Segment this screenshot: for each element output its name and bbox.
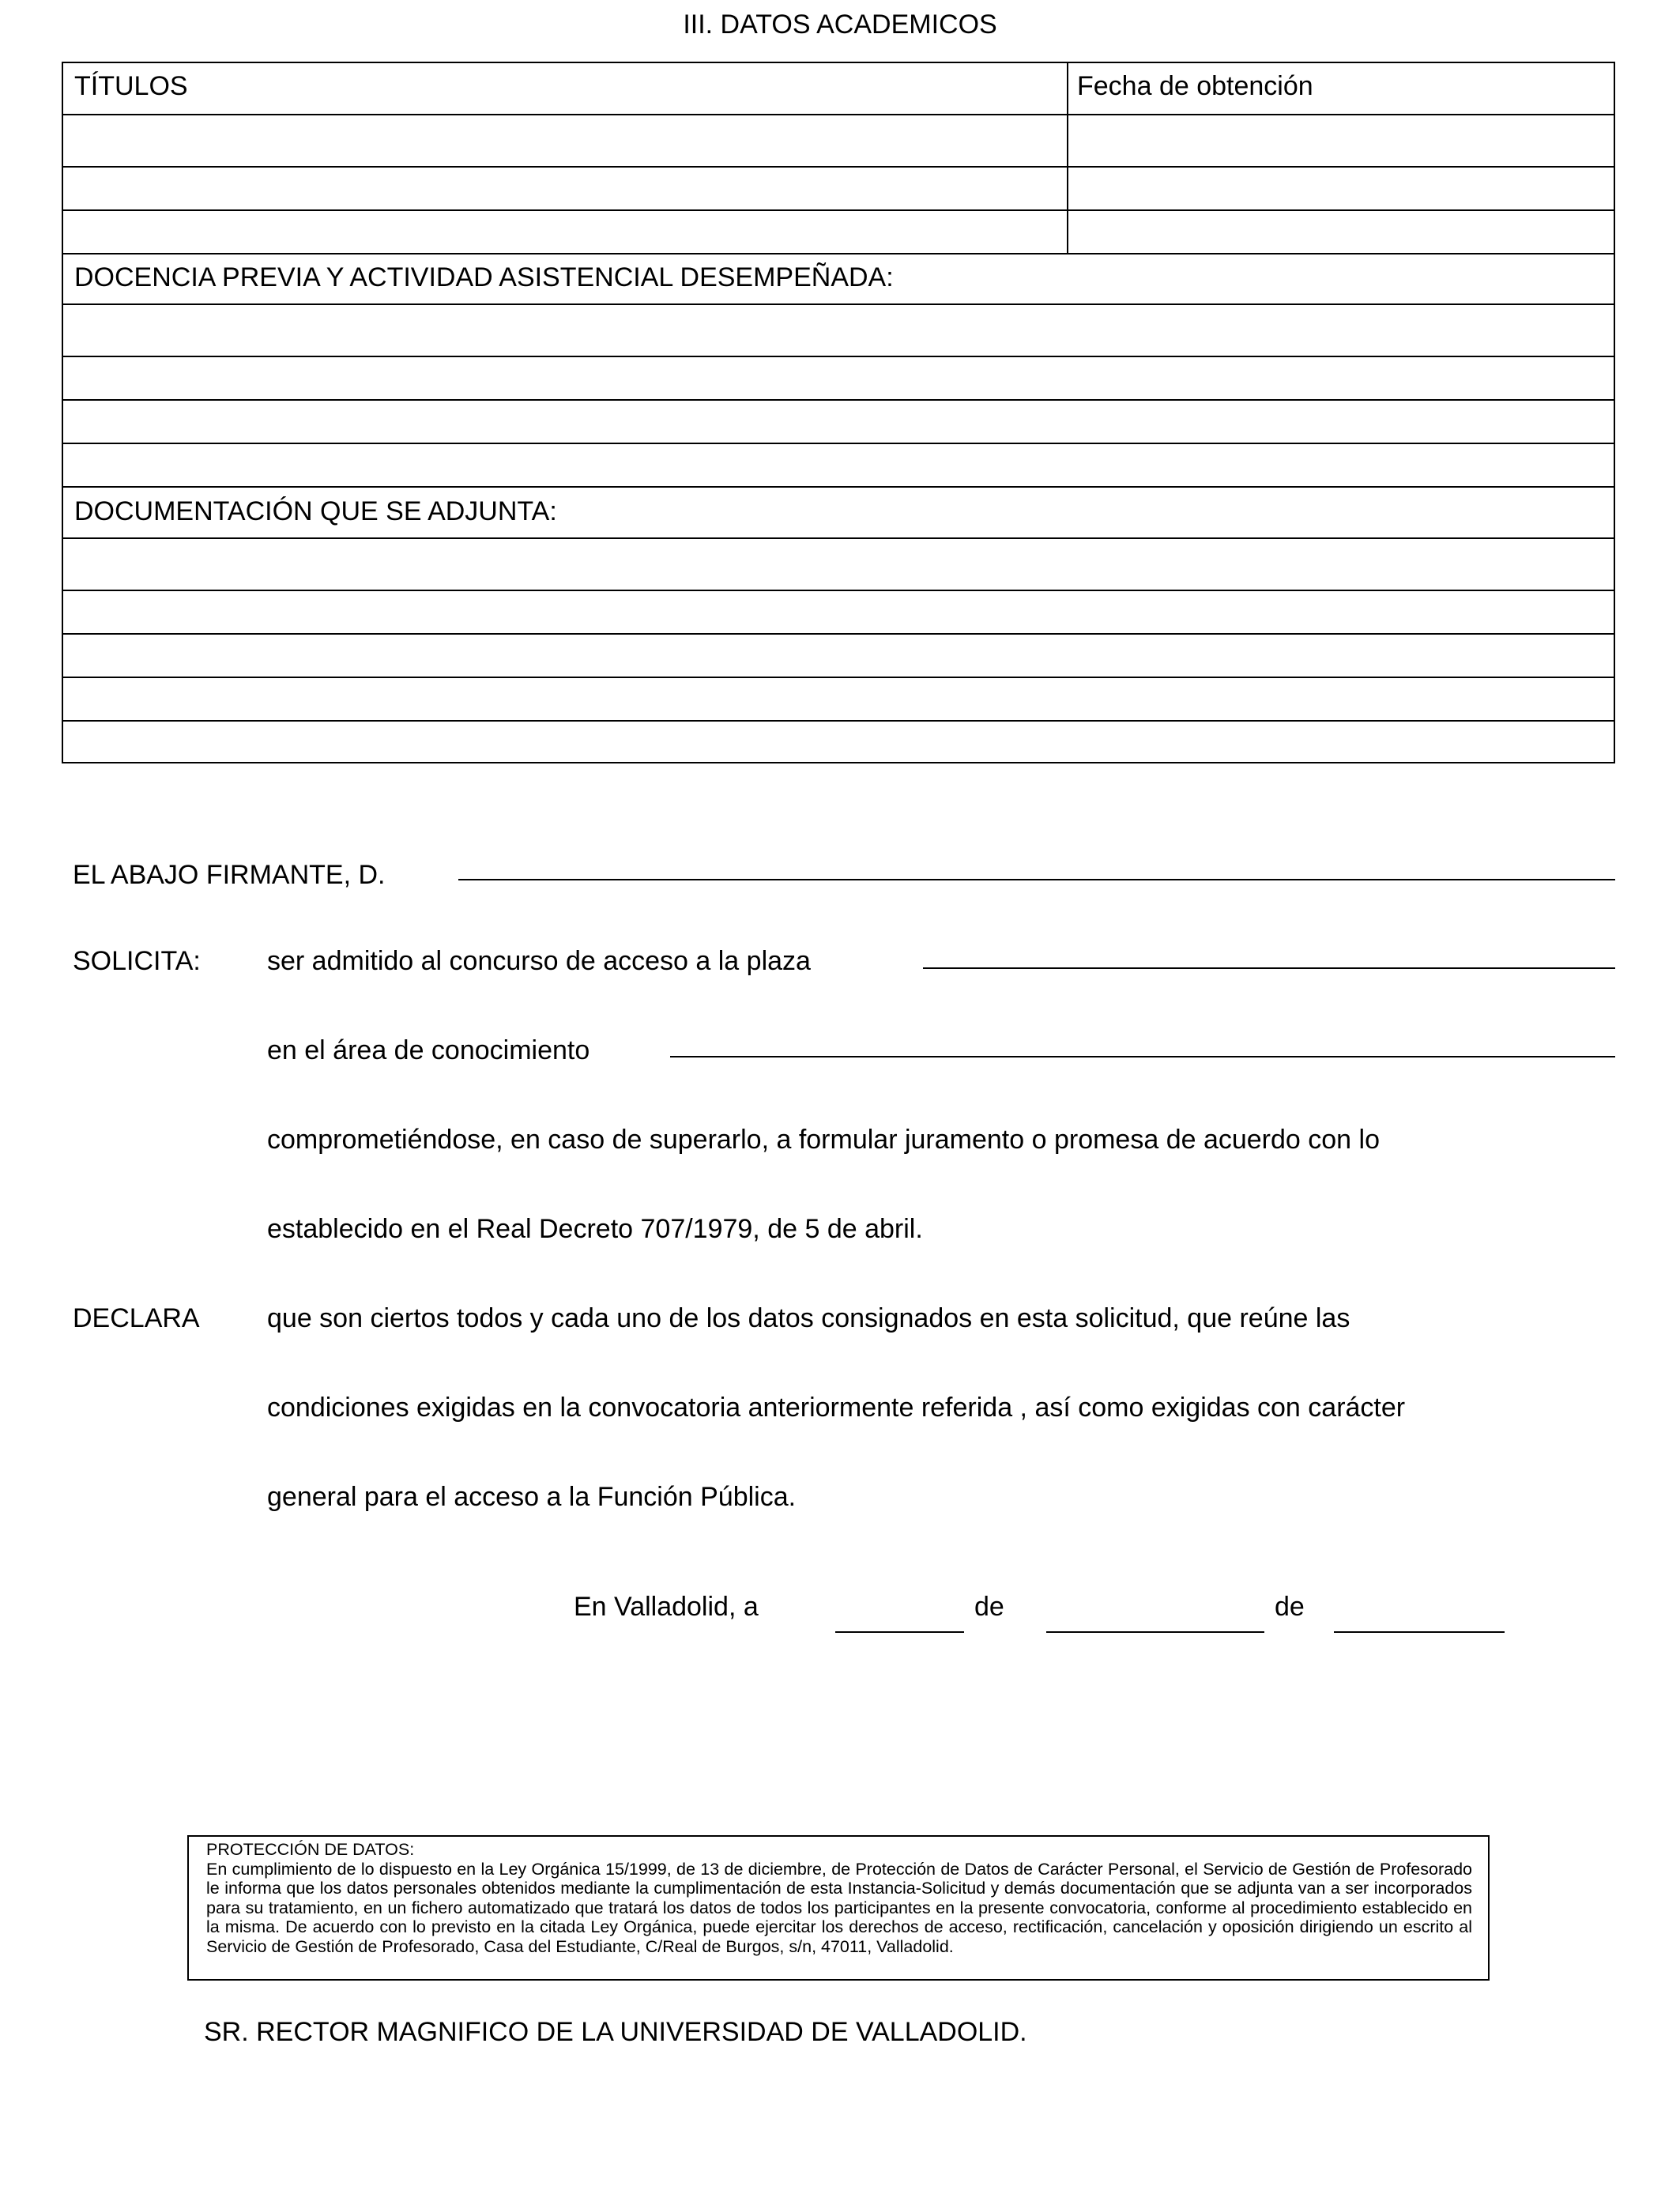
declara-text-line-3: general para el acceso a la Función Pública. <box>267 1482 797 1512</box>
documentacion-field-4[interactable] <box>63 678 1614 720</box>
firmante-name-line[interactable] <box>458 879 1615 880</box>
fecha-field-3[interactable] <box>1068 211 1615 253</box>
row-divider <box>63 486 1614 488</box>
column-header-titulos: TÍTULOS <box>74 71 188 101</box>
titulo-field-2[interactable] <box>63 168 1067 209</box>
declara-label: DECLARA <box>73 1303 200 1333</box>
section-title: III. DATOS ACADEMICOS <box>683 9 997 40</box>
row-divider <box>63 253 1614 254</box>
fecha-field-1[interactable] <box>1068 115 1615 166</box>
documentacion-field-5[interactable] <box>63 722 1614 762</box>
column-header-fecha-obtencion: Fecha de obtención <box>1077 71 1313 101</box>
fecha-de-2: de <box>1275 1592 1305 1622</box>
academic-data-table <box>62 62 1615 763</box>
anio-line[interactable] <box>1334 1631 1505 1633</box>
data-protection-title: PROTECCIÓN DE DATOS: <box>206 1840 415 1859</box>
solicita-text-line-2: en el área de conocimiento <box>267 1035 590 1065</box>
data-protection-body: En cumplimiento de lo dispuesto en la Ley Orgánica 15/1999, de 13 de diciembre, de Protección de Datos de Carácter Personal, el Servicio de Gestión de Profesorado le informa que los datos personales obtenidos mediante la cumplimentación de esta Instancia-Solicitud y demás documentación que se adjunta van a ser incorporados para su tratamiento, en un fichero automatizado que tratará los datos de todos los participantes en la presente convocatoria, conforme al procedimiento establecido en la misma. De acuerdo con lo previsto en la citada Ley Orgánica, puede ejercitar los derechos de acceso, rectificación, cancelación y oposición dirigiendo un escrito al Servicio de Gestión de Profesorado, Casa del Estudiante, C/Real de Burgos, s/n, 47011, Valladolid. <box>206 1859 1472 1956</box>
area-conocimiento-line[interactable] <box>670 1056 1615 1057</box>
solicita-text-line-3: comprometiéndose, en caso de superarlo, a formular juramento o promesa de acuerdo con lo <box>267 1125 1380 1155</box>
fecha-field-2[interactable] <box>1068 168 1615 209</box>
solicita-text-line-4: establecido en el Real Decreto 707/1979, de 5 de abril. <box>267 1214 923 1244</box>
documentacion-field-2[interactable] <box>63 591 1614 633</box>
titulo-field-1[interactable] <box>63 115 1067 166</box>
docencia-field-2[interactable] <box>63 357 1614 399</box>
dia-line[interactable] <box>835 1631 964 1633</box>
fecha-de-1: de <box>974 1592 1004 1622</box>
addressee: SR. RECTOR MAGNIFICO DE LA UNIVERSIDAD DE VALLADOLID. <box>204 2017 1027 2047</box>
declara-text-line-2: condiciones exigidas en la convocatoria anteriormente referida , así como exigidas con carácter <box>267 1393 1406 1423</box>
documentacion-field-1[interactable] <box>63 539 1614 590</box>
docencia-field-1[interactable] <box>63 305 1614 356</box>
documentacion-field-3[interactable] <box>63 635 1614 677</box>
mes-line[interactable] <box>1046 1631 1264 1633</box>
lugar-fecha-prefix: En Valladolid, a <box>574 1592 759 1622</box>
titulo-field-3[interactable] <box>63 211 1067 253</box>
plaza-line[interactable] <box>923 967 1615 969</box>
firmante-label: EL ABAJO FIRMANTE, D. <box>73 860 386 890</box>
solicita-text-line-1: ser admitido al concurso de acceso a la plaza <box>267 946 811 976</box>
docencia-field-4[interactable] <box>63 444 1614 486</box>
data-protection-notice <box>187 1835 1490 1981</box>
solicita-label: SOLICITA: <box>73 946 201 976</box>
declara-text-line-1: que son ciertos todos y cada uno de los datos consignados en esta solicitud, que reúne las <box>267 1303 1350 1333</box>
docencia-section-label: DOCENCIA PREVIA Y ACTIVIDAD ASISTENCIAL DESEMPEÑADA: <box>74 262 894 292</box>
documentacion-section-label: DOCUMENTACIÓN QUE SE ADJUNTA: <box>74 496 557 526</box>
docencia-field-3[interactable] <box>63 401 1614 443</box>
